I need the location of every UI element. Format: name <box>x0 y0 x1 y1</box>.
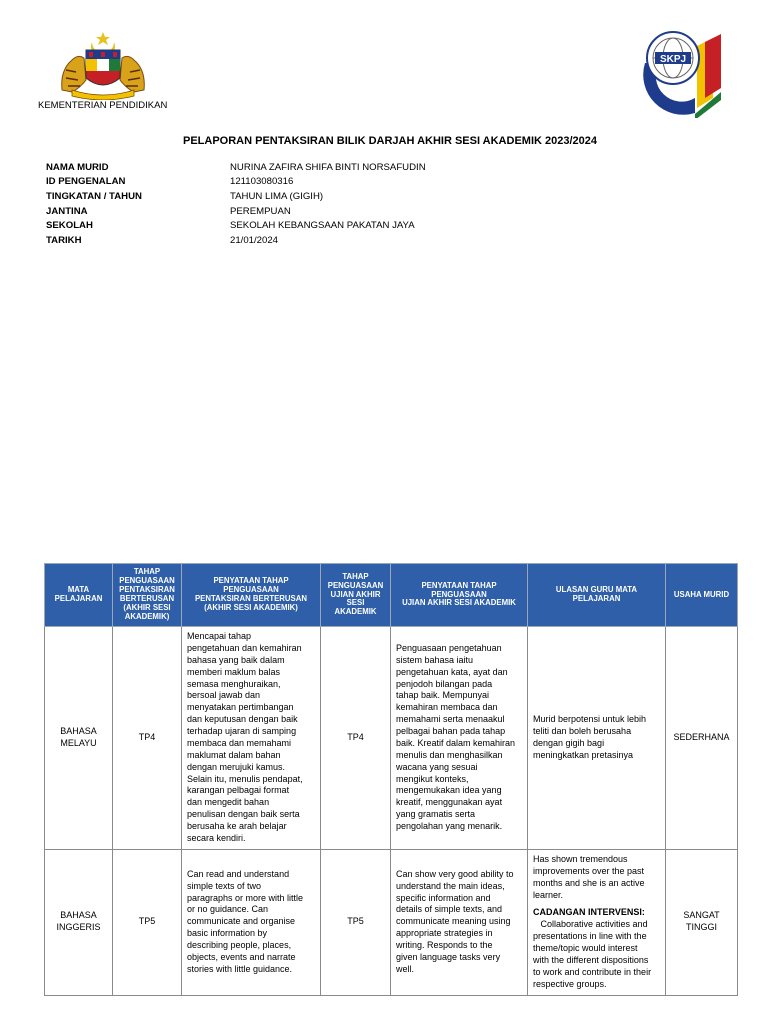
header-pbd-level: TAHAP PENGUASAAN PENTAKSIRAN BERTERUSAN (AKHIR SESI AKADEMIK) <box>113 564 182 627</box>
info-label: ID PENGENALAN <box>46 176 126 188</box>
header-exam-level: TAHAP PENGUASAAN UJIAN AKHIR SESI AKADEMIK <box>321 564 391 627</box>
pbd-statement-cell: Mencapai tahap pengetahuan dan kemahiran bahasa yang baik dalam memberi maklum balas semasa menghuraikan, bersoal jawab dan menyatakan pertimbangan dan keputusan dengan baik terhadap ujaran di samping membaca dan memahami maklumat dalam bahan dengan merujuki kamus. Selain itu, menulis pendapat, karangan pelbagai format dan mengedit bahan penulisan dengan baik serta berusaha ke arah belajar secara kendiri. <box>182 627 321 850</box>
info-label: TINGKATAN / TAHUN <box>46 190 142 202</box>
effort-cell: SANGAT TINGGI <box>666 849 738 995</box>
info-row-id <box>46 175 426 190</box>
report-title: PELAPORAN PENTAKSIRAN BILIK DARJAH AKHIR SESI AKADEMIK 2023/2024 <box>183 135 597 147</box>
info-row-class <box>46 189 426 204</box>
intervention-text: Collaborative activities and presentations in line with the theme/topic would interest with the different dispositions to work and contribute in their respective groups. <box>533 919 652 989</box>
info-value: 121103080316 <box>230 176 294 188</box>
info-row-gender <box>46 204 426 219</box>
effort-cell: SEDERHANA <box>666 627 738 850</box>
exam-statement-cell: Can show very good ability to understand the main ideas, specific information and details of simple texts, and communicate meaning using appropriate strategies in writing. Responds to the given language tasks very well. <box>391 849 528 995</box>
info-label: JANTINA <box>46 205 88 217</box>
info-label: NAMA MURID <box>46 161 109 173</box>
info-label: SEKOLAH <box>46 220 93 232</box>
school-logo-icon <box>635 28 725 118</box>
pbd-level-cell: TP5 <box>113 849 182 995</box>
teacher-comment: Has shown tremendous improvements over the past months and she is an active learner. <box>533 853 645 900</box>
header-subject: MATA PELAJARAN <box>45 564 113 627</box>
pbd-statement-cell: Can read and understand simple texts of two paragraphs or more with little or no guidance. Can communicate and organise basic information by describing people, places, objects, events and narrate stories with little guidance. <box>182 849 321 995</box>
header-exam-statement: PENYATAAN TAHAP PENGUASAAN UJIAN AKHIR SESI AKADEMIK <box>391 564 528 627</box>
exam-statement-cell: Penguasaan pengetahuan sistem bahasa iaitu pengetahuan kata, ayat dan penjodoh bilangan pada tahap baik. Mempunyai kemahiran membaca dan memahami serta menaakul pelbagai bahan pada tahap baik. Kreatif dalam kemahiran menulis dan menghasilkan wacana yang sesuai mengikut konteks, mengemukakan idea yang kreatif, menggunakan ayat yang gramatis serta pengolahan yang menarik. <box>391 627 528 850</box>
assessment-table <box>44 563 738 996</box>
exam-level-cell: TP5 <box>321 849 391 995</box>
teacher-comment: Murid berpotensi untuk lebih teliti dan boleh berusaha dengan gigih bagi meningkatkan pretasinya <box>533 714 647 760</box>
info-row-name <box>46 160 426 175</box>
student-info <box>46 160 426 248</box>
header-teacher-comment: ULASAN GURU MATA PELAJARAN <box>528 564 666 627</box>
info-value: 21/01/2024 <box>230 234 279 246</box>
exam-level-cell: TP4 <box>321 627 391 850</box>
table-row <box>45 849 738 995</box>
info-value: TAHUN LIMA (GIGIH) <box>230 190 324 202</box>
subject-cell: BAHASA MELAYU <box>45 627 113 850</box>
info-row-school <box>46 218 426 233</box>
intervention-title: CADANGAN INTERVENSI: <box>533 907 645 918</box>
teacher-comment-cell <box>528 849 666 995</box>
school-logo-text: SKPJ <box>659 54 687 65</box>
teacher-comment-cell <box>528 627 666 850</box>
info-label: TARIKH <box>46 234 82 246</box>
ministry-name: KEMENTERIAN PENDIDIKAN <box>38 100 168 111</box>
subject-cell: BAHASA INGGERIS <box>45 849 113 995</box>
header-pbd-statement: PENYATAAN TAHAP PENGUASAAN PENTAKSIRAN BERTERUSAN (AKHIR SESI AKADEMIK) <box>182 564 321 627</box>
info-row-date <box>46 233 426 248</box>
table-row <box>45 627 738 850</box>
info-value: PEREMPUAN <box>230 205 291 217</box>
header-effort: USAHA MURID <box>666 564 738 627</box>
malaysia-coat-of-arms-icon <box>58 30 148 100</box>
info-value: SEKOLAH KEBANGSAAN PAKATAN JAYA <box>230 220 415 232</box>
pbd-level-cell: TP4 <box>113 627 182 850</box>
info-value: NURINA ZAFIRA SHIFA BINTI NORSAFUDIN <box>230 161 426 173</box>
table-header-row <box>45 564 738 627</box>
